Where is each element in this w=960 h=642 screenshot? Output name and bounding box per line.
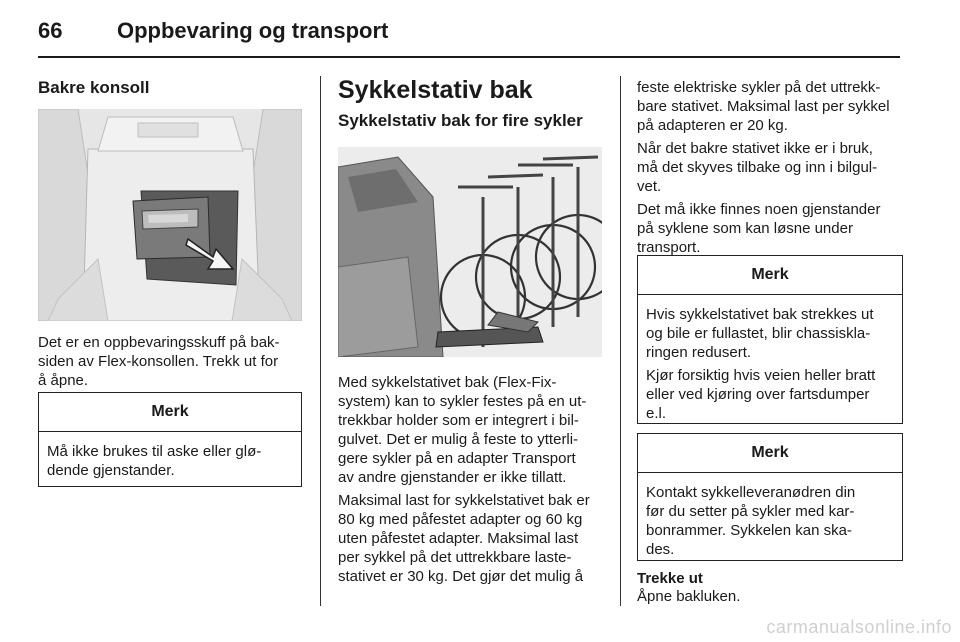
console-storage-drawer-illustration — [38, 109, 302, 321]
note-line: Kjør forsiktig hvis veien heller bratt — [646, 367, 876, 384]
column-divider — [320, 76, 321, 606]
column-divider — [620, 76, 621, 606]
chapter-title: Oppbevaring og transport — [117, 18, 389, 43]
note-line: Må ikke brukes til aske eller glø- — [47, 443, 262, 460]
right-column-text — [637, 78, 903, 257]
body-line: gulvet. Det er mulig å feste to ytterli- — [338, 431, 579, 448]
subheading-trekke-ut: Trekke ut — [637, 570, 703, 587]
note-body — [39, 432, 301, 480]
page-number: 66 — [38, 18, 63, 43]
body-line: stativet er 30 kg. Det gjør det mulig å — [338, 568, 584, 585]
section-subtitle: Sykkelstativ bak for fire sykler — [338, 111, 583, 130]
header-rule — [38, 56, 900, 58]
note-body — [638, 295, 902, 423]
body-line: vet. — [637, 178, 662, 195]
note-title: Merk — [39, 393, 301, 432]
body-line: på syklene som kan løsne under — [637, 220, 853, 237]
body-line: gere sykler på en adapter Transport — [338, 450, 576, 467]
body-line: Maksimal last for sykkelstativet bak er — [338, 492, 590, 509]
body-line: Med sykkelstativet bak (Flex-Fix- — [338, 374, 557, 391]
rear-bicycle-carrier-illustration — [338, 147, 602, 357]
body-line: trekkbar holder som er integrert i bil- — [338, 412, 579, 429]
note-line: dende gjenstander. — [47, 462, 175, 479]
note-line: bonrammer. Sykkelen kan ska- — [646, 522, 852, 539]
body-line: 80 kg med påfestet adapter og 60 kg — [338, 511, 583, 528]
note-line: og bile er fullastet, blir chassiskla- — [646, 325, 871, 342]
note-line: des. — [646, 541, 675, 558]
body-line: på adapteren er 20 kg. — [637, 117, 788, 134]
body-line: Åpne bakluken. — [637, 588, 741, 605]
note-box — [637, 433, 903, 561]
watermark: carmanualsonline.info — [766, 617, 952, 637]
sykkelstativ-text — [338, 373, 604, 586]
note-title: Merk — [638, 434, 902, 473]
middle-column — [338, 68, 604, 131]
note-title: Merk — [638, 256, 902, 295]
body-line: av andre gjenstander er ikke tillatt. — [338, 469, 567, 486]
left-column — [38, 68, 304, 98]
body-line: transport. — [637, 239, 701, 256]
body-line: må det skyves tilbake og inn i bilgul- — [637, 159, 878, 176]
body-line: uten påfestet adapter. Maksimal last — [338, 530, 579, 547]
trekke-ut-section — [637, 570, 903, 606]
body-line: å åpne. — [38, 372, 89, 389]
body-line: system) kan to sykler festes på en ut- — [338, 393, 587, 410]
body-line: bare stativet. Maksimal last per sykkel — [637, 98, 890, 115]
note-line: Kontakt sykkelleveranødren din — [646, 484, 856, 501]
body-line: Det er en oppbevaringsskuff på bak- — [38, 334, 280, 351]
body-line: siden av Flex-konsollen. Trekk ut for — [38, 353, 279, 370]
body-line: Når det bakre stativet ikke er i bruk, — [637, 140, 873, 157]
body-line: Det må ikke finnes noen gjenstander — [637, 201, 881, 218]
note-box — [637, 255, 903, 424]
note-line: ringen redusert. — [646, 344, 752, 361]
section-heading-bakre-konsoll: Bakre konsoll — [38, 78, 150, 97]
note-line: før du setter på sykler med kar- — [646, 503, 855, 520]
page-header — [38, 14, 900, 54]
note-line: e.l. — [646, 405, 667, 422]
bakre-konsoll-text — [38, 333, 304, 390]
section-title: Sykkelstativ bak — [338, 76, 533, 104]
body-line: per sykkel på det uttrekkbare laste- — [338, 549, 572, 566]
note-body — [638, 473, 902, 559]
note-line: eller ved kjøring over fartsdumper — [646, 386, 870, 403]
body-line: feste elektriske sykler på det uttrekk- — [637, 79, 881, 96]
note-box — [38, 392, 302, 487]
note-line: Hvis sykkelstativet bak strekkes ut — [646, 306, 874, 323]
